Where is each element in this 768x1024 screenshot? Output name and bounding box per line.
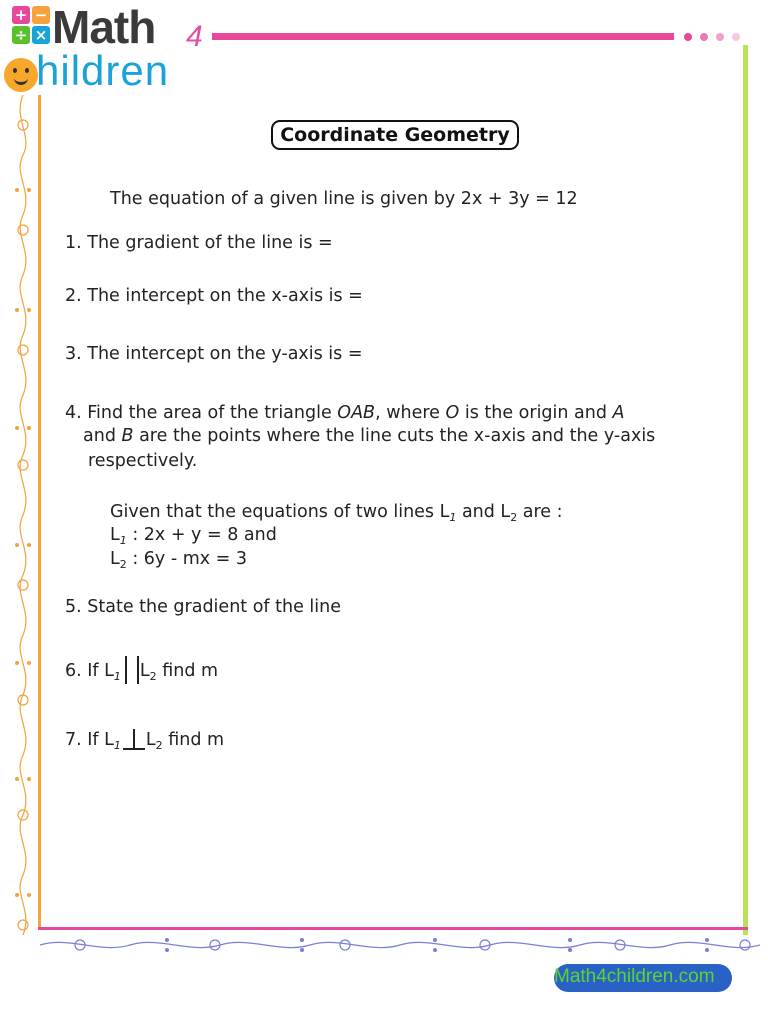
logo-math-text: Math <box>52 1 156 53</box>
subscript: 1 <box>113 739 121 752</box>
q6-text: L <box>139 661 150 681</box>
q4-text: is the origin and <box>459 403 613 423</box>
given-text: are : <box>517 502 563 522</box>
logo-four-text: 4 <box>186 20 203 53</box>
right-border <box>743 45 748 935</box>
q4-a: A <box>612 403 625 423</box>
q4-oab: OAB <box>337 403 376 423</box>
q4-text: 4. Find the area of the triangle <box>65 403 338 423</box>
q4-text: and <box>83 426 122 446</box>
question-7 <box>65 727 224 757</box>
top-border <box>212 33 674 40</box>
logo-children-text: hildren <box>36 47 170 94</box>
intro-text: The equation of a given line is given by 2x + 3y = 12 <box>110 189 578 209</box>
dot-icon <box>716 33 724 41</box>
dot-icon <box>732 33 740 41</box>
bottom-ornament <box>40 934 760 956</box>
q4-o: O <box>445 403 460 423</box>
footer-link[interactable]: Math4children.com <box>554 966 715 987</box>
subscript: 2 <box>149 670 157 683</box>
line-label: L <box>110 525 120 545</box>
given-text: Given that the equations of two lines L <box>110 502 450 522</box>
subscript: 1 <box>449 511 457 524</box>
q7-text: L <box>145 730 156 750</box>
q7-text: 7. If L <box>65 730 114 750</box>
plus-icon: + <box>12 6 30 24</box>
times-icon: × <box>32 26 50 44</box>
question-4-line-3: respectively. <box>88 451 198 471</box>
math-symbols-icon <box>12 6 52 50</box>
question-4-line-2 <box>83 425 655 448</box>
subscript: 2 <box>510 511 518 524</box>
given-text: and L <box>456 502 511 522</box>
left-border <box>38 95 41 930</box>
question-3: 3. The intercept on the y-axis is = <box>65 344 363 364</box>
equation-text: : 2x + y = 8 and <box>126 525 277 545</box>
question-6 <box>65 656 218 688</box>
question-4-line-1 <box>65 402 625 425</box>
q4-text: are the points where the line cuts the x-axis and the y-axis <box>133 426 656 446</box>
worksheet-title: Coordinate Geometry <box>271 120 519 150</box>
q4-b: B <box>121 426 134 446</box>
left-ornament <box>8 95 38 935</box>
q7-text: find m <box>162 730 225 750</box>
subscript: 1 <box>119 534 127 547</box>
dot-icon <box>684 33 692 41</box>
line-label: L <box>110 549 120 569</box>
equation-text: : 6y - mx = 3 <box>126 549 248 569</box>
q6-text: 6. If L <box>65 661 114 681</box>
bottom-border <box>38 927 748 930</box>
divide-icon: ÷ <box>12 26 30 44</box>
q6-text: find m <box>156 661 219 681</box>
question-2: 2. The intercept on the x-axis is = <box>65 286 363 306</box>
math4children-logo <box>4 2 219 94</box>
subscript: 2 <box>155 739 163 752</box>
minus-icon: − <box>32 6 50 24</box>
perpendicular-symbol-icon <box>123 727 145 751</box>
q4-text: , where <box>375 403 446 423</box>
question-5: 5. State the gradient of the line <box>65 597 342 617</box>
equation-l2 <box>110 548 247 576</box>
parallel-symbol-icon <box>125 656 139 684</box>
dot-icon <box>700 33 708 41</box>
smiley-icon <box>4 58 38 92</box>
question-1: 1. The gradient of the line is = <box>65 233 333 253</box>
subscript: 2 <box>119 558 127 571</box>
subscript: 1 <box>113 670 121 683</box>
